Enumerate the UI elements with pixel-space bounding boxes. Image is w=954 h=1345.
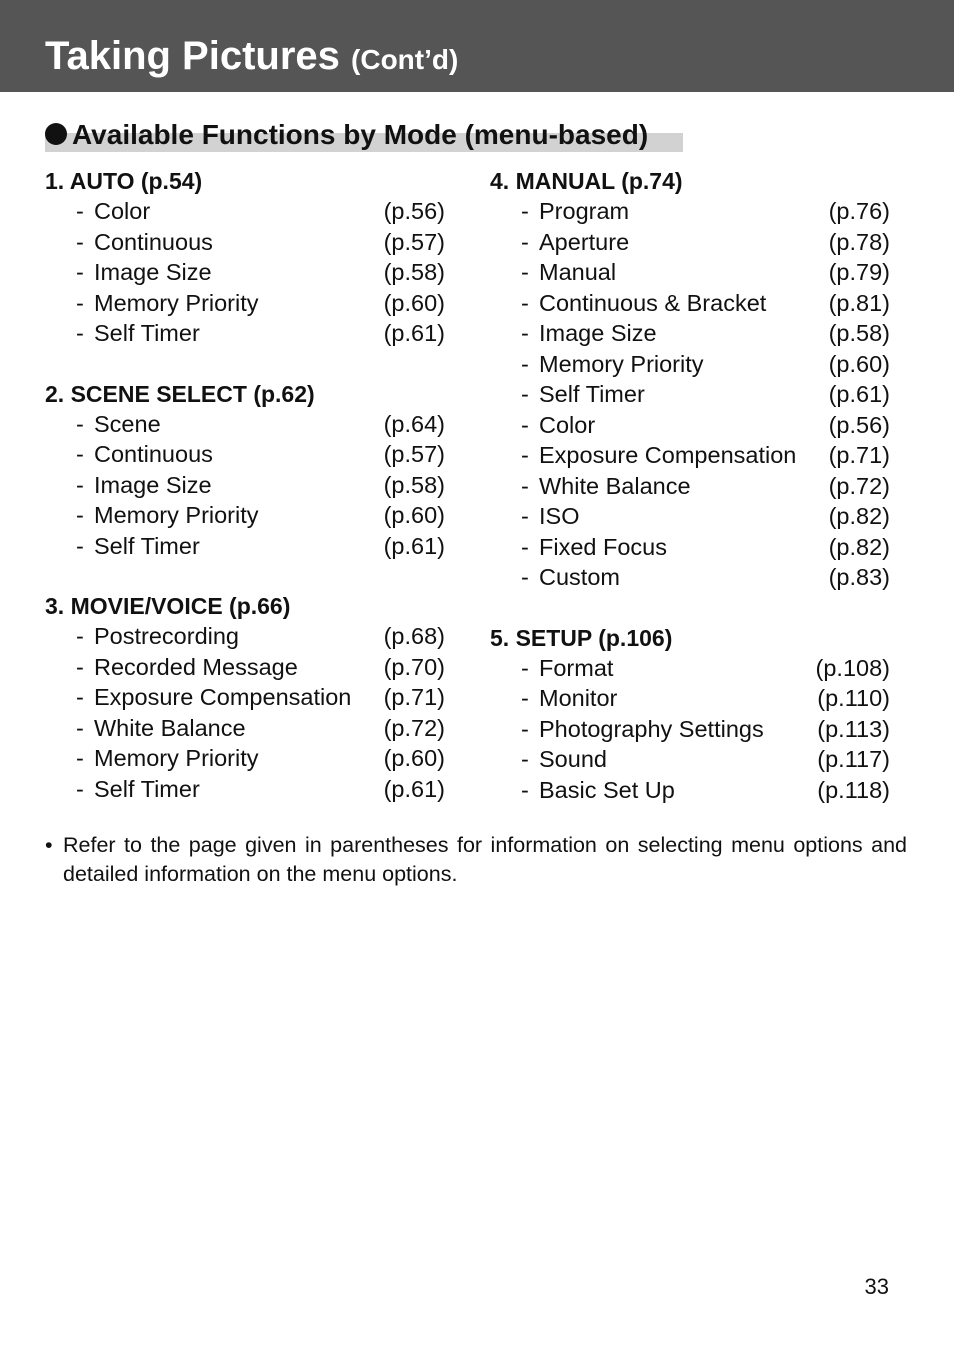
item-page-reference: (p.81) [828, 289, 890, 316]
menu-function-item [490, 501, 890, 532]
mode-group [45, 591, 445, 804]
menu-function-item [45, 531, 445, 562]
item-dash: - [76, 198, 84, 224]
item-label: Custom [539, 564, 620, 590]
item-label: Aperture [539, 228, 630, 255]
item-label: Memory Priority [94, 502, 259, 528]
item-label: Image Size [94, 471, 212, 498]
item-page-reference: (p.108) [815, 654, 890, 681]
page-title-continued: (Cont’d) [351, 44, 459, 75]
item-dash: - [76, 775, 84, 802]
item-label: Continuous [94, 441, 213, 467]
item-dash: - [76, 289, 84, 316]
item-label: Self Timer [94, 532, 200, 559]
item-label: Self Timer [94, 320, 200, 346]
menu-function-item [490, 379, 890, 410]
item-page-reference: (p.70) [383, 653, 445, 680]
item-dash: - [521, 442, 529, 468]
item-label: White Balance [94, 714, 246, 741]
item-page-reference: (p.117) [817, 746, 890, 772]
menu-function-item [490, 257, 890, 288]
mode-title: 1. AUTO (p.54) [45, 168, 203, 194]
item-page-reference: (p.56) [383, 198, 445, 224]
item-page-reference: (p.113) [817, 715, 890, 742]
item-dash: - [521, 472, 529, 499]
item-page-reference: (p.82) [828, 503, 890, 529]
menu-function-item [490, 440, 890, 471]
menu-function-item [45, 713, 445, 744]
item-page-reference: (p.58) [828, 320, 890, 346]
item-page-reference: (p.60) [383, 502, 445, 528]
item-label: Postrecording [94, 623, 239, 649]
item-label: Exposure Compensation [539, 442, 797, 468]
menu-function-item [490, 714, 890, 745]
item-label: Continuous & Bracket [539, 289, 767, 316]
item-dash: - [76, 684, 84, 710]
item-page-reference: (p.118) [817, 776, 890, 803]
item-dash: - [521, 654, 529, 681]
item-label: Self Timer [539, 381, 645, 407]
menu-function-item [45, 682, 445, 713]
mode-title: 4. MANUAL (p.74) [490, 168, 683, 194]
item-dash: - [521, 320, 529, 346]
menu-function-item [45, 318, 445, 349]
item-dash: - [521, 228, 529, 255]
item-label: White Balance [539, 472, 691, 499]
left-column [45, 166, 445, 834]
item-dash: - [521, 198, 529, 224]
menu-function-item [490, 653, 890, 684]
item-label: Fixed Focus [539, 533, 667, 560]
item-dash: - [76, 320, 84, 346]
menu-function-item [45, 743, 445, 774]
item-page-reference: (p.57) [383, 441, 445, 467]
mode-group [45, 379, 445, 562]
item-dash: - [521, 381, 529, 407]
item-page-reference: (p.78) [828, 228, 890, 255]
page-title-main: Taking Pictures [45, 34, 340, 78]
mode-group [490, 623, 890, 806]
item-label: Basic Set Up [539, 776, 675, 803]
menu-function-item [490, 532, 890, 563]
footnote-bullet: • [45, 833, 53, 857]
menu-function-item [45, 257, 445, 288]
item-page-reference: (p.56) [828, 411, 890, 438]
section-heading-text: Available Functions by Mode (menu-based) [72, 119, 649, 150]
item-dash: - [76, 653, 84, 680]
menu-function-item [45, 621, 445, 652]
item-page-reference: (p.68) [383, 623, 445, 649]
menu-function-item [490, 471, 890, 502]
item-page-reference: (p.58) [383, 471, 445, 498]
item-page-reference: (p.64) [383, 410, 445, 437]
item-label: Memory Priority [539, 350, 704, 377]
item-page-reference: (p.79) [828, 259, 890, 285]
page-number: 33 [864, 1274, 889, 1299]
item-dash: - [76, 228, 84, 255]
item-dash: - [521, 289, 529, 316]
item-dash: - [521, 350, 529, 377]
item-dash: - [76, 714, 84, 741]
item-label: Sound [539, 746, 607, 772]
item-page-reference: (p.61) [383, 320, 445, 346]
item-page-reference: (p.83) [828, 564, 890, 590]
menu-function-item [490, 318, 890, 349]
item-dash: - [76, 502, 84, 528]
item-dash: - [521, 503, 529, 529]
menu-function-item [490, 349, 890, 380]
item-label: ISO [539, 503, 580, 529]
item-dash: - [521, 776, 529, 803]
item-dash: - [521, 746, 529, 772]
item-dash: - [521, 533, 529, 560]
item-page-reference: (p.110) [817, 685, 890, 711]
item-label: Self Timer [94, 775, 200, 802]
menu-function-item [490, 683, 890, 714]
menu-function-item [490, 196, 890, 227]
item-label: Continuous [94, 228, 213, 255]
item-page-reference: (p.61) [383, 532, 445, 559]
menu-function-item [490, 410, 890, 441]
item-dash: - [521, 715, 529, 742]
mode-title: 3. MOVIE/VOICE (p.66) [45, 593, 291, 619]
item-label: Image Size [539, 320, 657, 346]
mode-title: 2. SCENE SELECT (p.62) [45, 380, 315, 407]
item-dash: - [76, 471, 84, 498]
item-dash: - [76, 410, 84, 437]
item-page-reference: (p.71) [828, 442, 890, 468]
item-dash: - [76, 441, 84, 467]
menu-function-item [45, 196, 445, 227]
item-label: Manual [539, 259, 617, 285]
item-label: Color [539, 411, 596, 438]
page-title [45, 34, 458, 82]
item-dash: - [521, 685, 529, 711]
item-page-reference: (p.76) [828, 198, 890, 224]
item-label: Color [94, 198, 151, 224]
item-label: Photography Settings [539, 715, 764, 742]
item-page-reference: (p.57) [383, 228, 445, 255]
menu-function-item [45, 439, 445, 470]
item-dash: - [76, 532, 84, 559]
item-label: Memory Priority [94, 289, 259, 316]
item-page-reference: (p.60) [383, 289, 445, 316]
item-dash: - [521, 411, 529, 438]
item-page-reference: (p.60) [828, 350, 890, 377]
item-label: Memory Priority [94, 745, 259, 771]
menu-function-item [45, 500, 445, 531]
item-page-reference: (p.71) [383, 684, 445, 710]
item-label: Scene [94, 410, 161, 437]
menu-function-item [45, 774, 445, 805]
mode-group [45, 166, 445, 349]
item-page-reference: (p.72) [383, 714, 445, 741]
item-dash: - [521, 564, 529, 590]
right-column [490, 166, 890, 835]
item-page-reference: (p.58) [383, 259, 445, 285]
menu-function-item [490, 227, 890, 258]
menu-function-item [45, 409, 445, 440]
mode-title: 5. SETUP (p.106) [490, 624, 673, 651]
item-page-reference: (p.61) [828, 381, 890, 407]
item-label: Format [539, 654, 614, 681]
menu-function-item [45, 288, 445, 319]
item-label: Monitor [539, 685, 618, 711]
menu-function-item [490, 562, 890, 593]
item-dash: - [76, 259, 84, 285]
menu-function-item [45, 652, 445, 683]
menu-function-item [490, 744, 890, 775]
item-dash: - [521, 259, 529, 285]
item-label: Exposure Compensation [94, 684, 352, 710]
item-dash: - [76, 745, 84, 771]
item-label: Image Size [94, 259, 212, 285]
item-label: Recorded Message [94, 653, 298, 680]
menu-function-item [45, 470, 445, 501]
item-page-reference: (p.61) [383, 775, 445, 802]
mode-group [490, 166, 890, 593]
filled-circle-bullet-icon [45, 123, 67, 145]
item-dash: - [76, 623, 84, 649]
footnote-text: Refer to the page given in parentheses for information on selecting menu options and detailed information on the menu options. [63, 833, 907, 886]
menu-function-item [490, 775, 890, 806]
menu-function-item [490, 288, 890, 319]
item-label: Program [539, 198, 630, 224]
item-page-reference: (p.60) [383, 745, 445, 771]
section-heading [45, 118, 648, 152]
item-page-reference: (p.72) [828, 472, 890, 499]
item-page-reference: (p.82) [828, 533, 890, 560]
footnote [45, 831, 907, 889]
menu-function-item [45, 227, 445, 258]
